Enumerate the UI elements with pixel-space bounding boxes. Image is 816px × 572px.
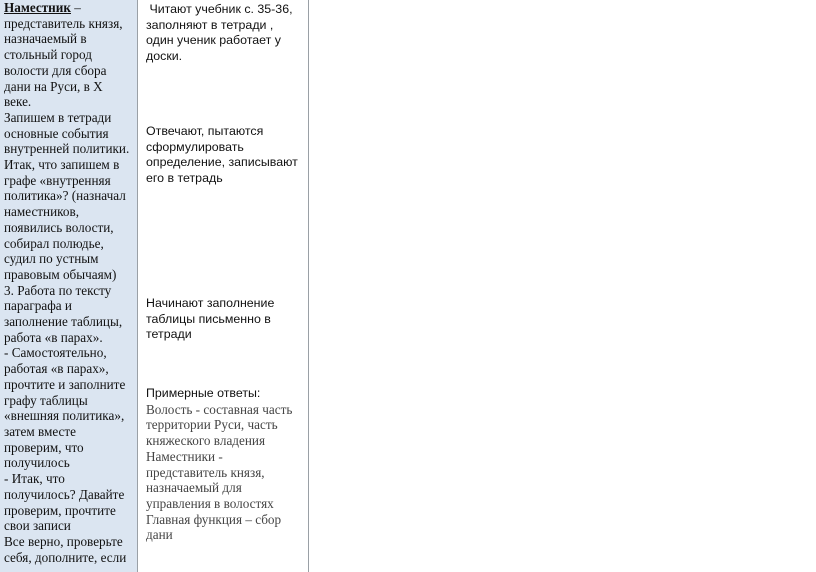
text-line: один ученик работает у xyxy=(146,33,281,48)
text-line: тетради xyxy=(146,327,192,342)
text-line: получилось xyxy=(4,455,70,471)
text-line: Начинают заполнение xyxy=(146,296,275,310)
text-line: свои записи xyxy=(4,518,71,534)
text-line: Все верно, проверьте xyxy=(4,533,123,549)
answer-line: Главная функция – сбор xyxy=(146,511,282,527)
text-line: судил по устным xyxy=(4,251,99,267)
text-line: Читают учебник с. 35-36, xyxy=(146,2,293,16)
text-line: собирал полюдье, xyxy=(4,235,104,251)
text-line: параграфа и xyxy=(4,298,72,314)
text-line: работая «в парах», xyxy=(4,361,109,377)
answers-heading: Примерные ответы: xyxy=(146,386,261,400)
text-line: 3. Работа по тексту xyxy=(4,282,112,298)
text-line: Отвечают, пытаются xyxy=(146,124,264,138)
text-line: затем вместе xyxy=(4,423,76,439)
text-line: появились волости, xyxy=(4,219,114,235)
answer-line: назначаемый для xyxy=(146,480,242,496)
answer-line: территории Руси, часть xyxy=(146,417,278,433)
text-line: веке. xyxy=(4,94,32,110)
definition-line xyxy=(4,0,136,16)
text-line: Запишем в тетради xyxy=(4,109,112,125)
text-line: политика»? (назначал xyxy=(4,188,126,204)
text-line: Итак, что запишем в xyxy=(4,157,120,173)
text-line: волости для сбора xyxy=(4,62,107,78)
text-line: правовым обычаям) xyxy=(4,266,117,282)
text-line: дани на Руси, в X xyxy=(4,78,103,94)
text-line: проверим, что xyxy=(4,439,84,455)
text-line: – xyxy=(70,0,81,15)
text-line: - Самостоятельно, xyxy=(4,345,107,361)
text-line: стольный город xyxy=(4,47,92,63)
answer-line: дани xyxy=(146,527,173,543)
text-line: прочтите и заполните xyxy=(4,376,126,392)
answer-line: Наместники - xyxy=(146,448,223,464)
text-line: внутренней политики. xyxy=(4,141,130,157)
text-line: «внешняя политика», xyxy=(4,408,125,424)
text-line: основные события xyxy=(4,125,109,141)
text-line: назначаемый в xyxy=(4,31,87,47)
term-heading: Наместник xyxy=(4,0,71,15)
teacher-activity-text xyxy=(4,0,136,565)
student-activity-table-filling xyxy=(146,296,304,343)
text-line: сформулировать xyxy=(146,139,244,154)
text-line: графу таблицы xyxy=(4,392,88,408)
text-line: себя, дополните, если xyxy=(4,549,127,565)
text-line: доски. xyxy=(146,49,183,64)
text-line: таблицы письменно в xyxy=(146,311,271,326)
sample-answers xyxy=(146,386,304,543)
answer-line: княжеского владения xyxy=(146,433,266,449)
student-activity-answering xyxy=(146,124,304,187)
text-line: его в тетрадь xyxy=(146,171,223,186)
student-activity-reading xyxy=(146,2,304,65)
answer-line: управления в волостях xyxy=(146,495,274,511)
text-line: наместников, xyxy=(4,204,80,220)
text-line: графе «внутренняя xyxy=(4,172,111,188)
answer-line: представитель князя, xyxy=(146,464,265,480)
text-line: определение, записывают xyxy=(146,155,298,170)
text-line: - Итак, что xyxy=(4,471,65,487)
text-line: работа «в парах». xyxy=(4,329,103,345)
text-line: проверим, прочтите xyxy=(4,502,116,518)
text-line: заполнение таблицы, xyxy=(4,314,123,330)
text-line: заполняют в тетради , xyxy=(146,17,274,32)
text-line: получилось? Давайте xyxy=(4,486,125,502)
answer-line: Волость - составная часть xyxy=(146,401,293,417)
text-line: представитель князя, xyxy=(4,15,123,31)
